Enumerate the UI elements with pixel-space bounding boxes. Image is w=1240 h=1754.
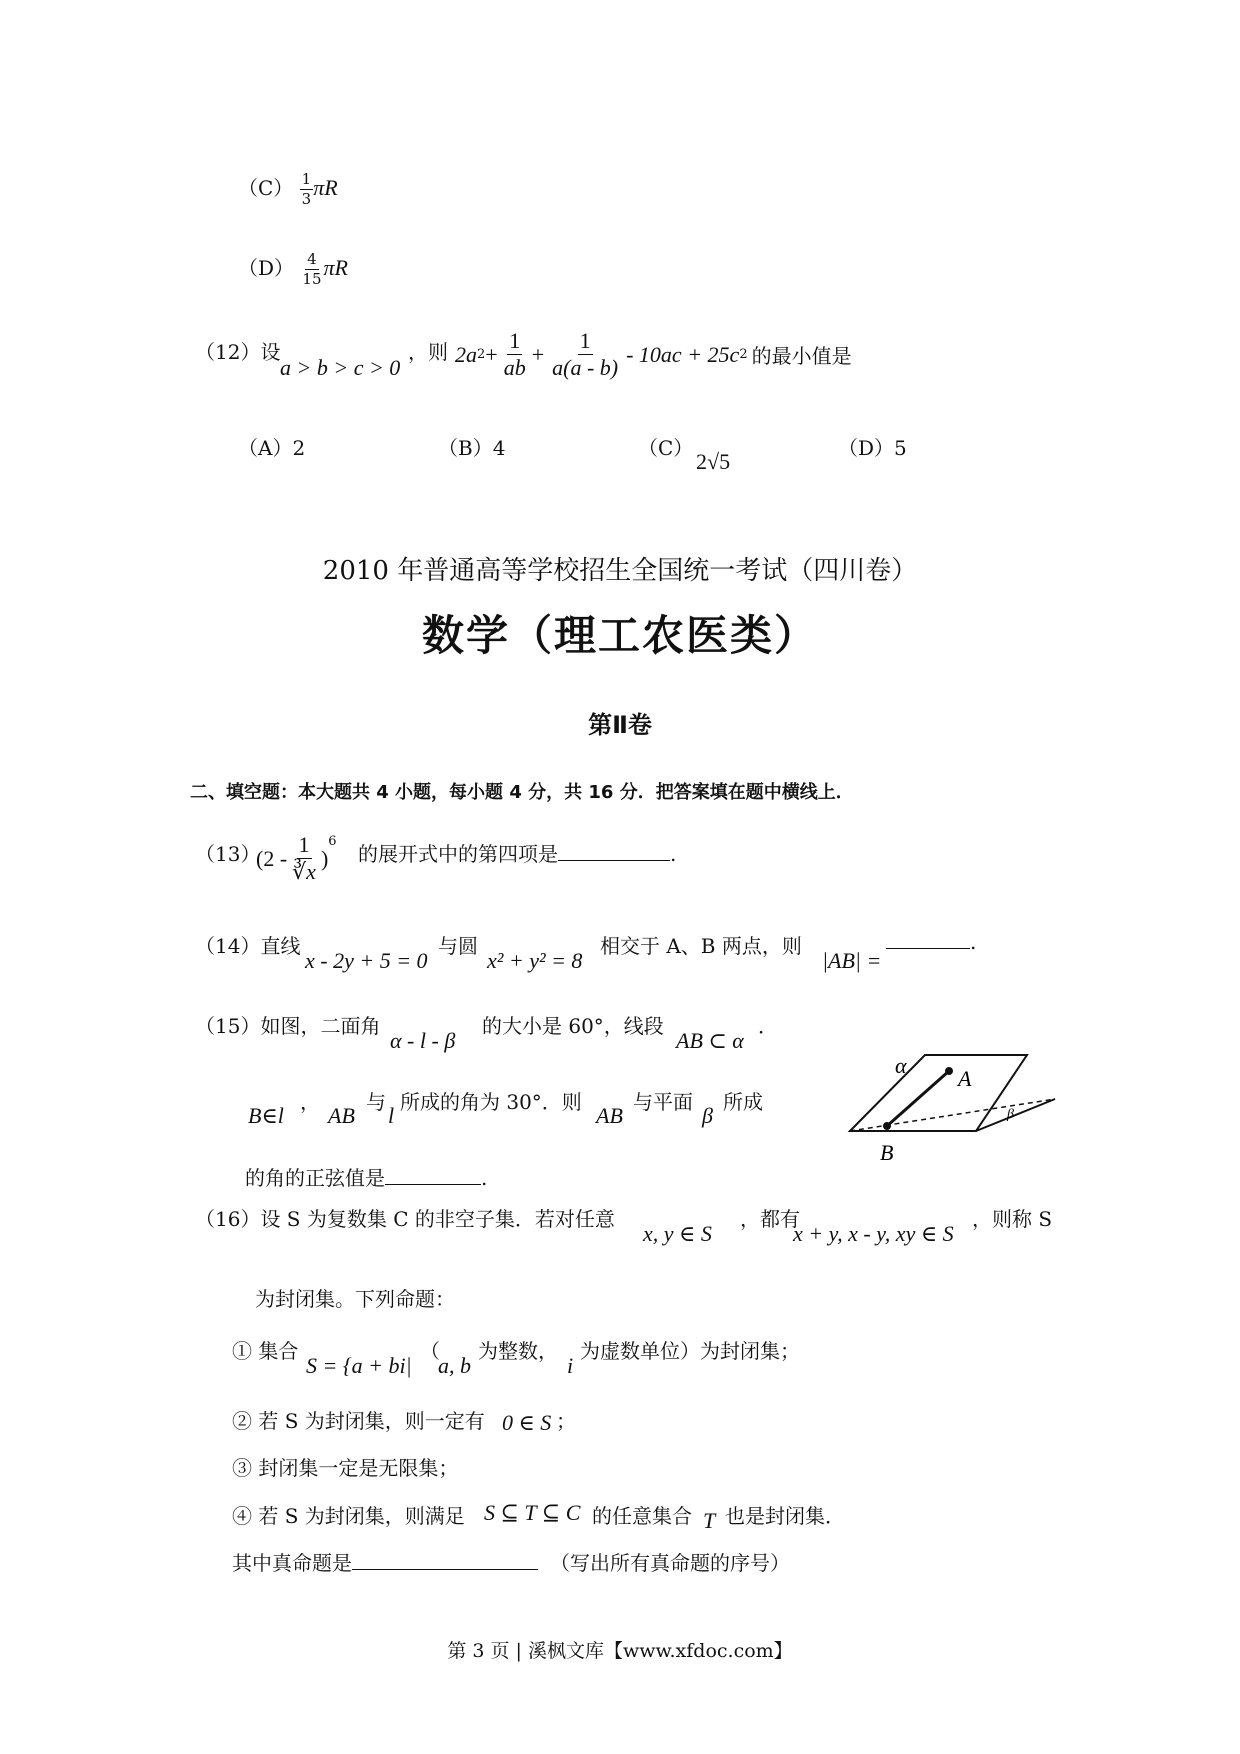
math-expression: πR (323, 255, 348, 280)
q16-item1-text2: 为虚数单位）为封闭集； (580, 1339, 800, 1363)
plane-beta-hidden-edge (850, 1099, 1055, 1131)
q15-with: 与 (366, 1090, 386, 1114)
q16-final (232, 1547, 790, 1576)
expr-close: ) (320, 845, 329, 871)
q12-option-a: （A）2 (238, 436, 306, 460)
answer-blank[interactable] (385, 1166, 481, 1185)
q15-line3 (245, 1162, 487, 1191)
exponent: 6 (328, 834, 337, 849)
denominator: 3 (301, 190, 312, 208)
question-15-number: （15）如图，二面角 (195, 1014, 381, 1038)
q14-answer (886, 930, 976, 954)
q15-text2: 所成的角为 30°．则 (400, 1090, 582, 1114)
question-number: （12）设 (195, 340, 281, 364)
q16-item4-end: 也是封闭集． (725, 1504, 845, 1528)
denominator: ab (503, 355, 526, 380)
q16-item3: ③ 封闭集一定是无限集； (232, 1456, 459, 1480)
fraction-2 (550, 330, 620, 379)
q13-expression (256, 834, 337, 883)
point-a (945, 1067, 953, 1075)
numerator: 1 (298, 832, 310, 857)
question-16-number: （16）设 S 为复数集 C 的非空子集．若对任意 (195, 1207, 615, 1231)
q16-item1-label: ① 集合 (232, 1339, 299, 1363)
fraction (300, 252, 323, 287)
q16-item1-paren: （ (420, 1339, 440, 1363)
question-text: 的角的正弦值是 (245, 1166, 385, 1190)
denominator: ∛x (292, 859, 316, 884)
expr-open: (2 - (256, 845, 288, 871)
q12-option-d: （D）5 (838, 436, 907, 460)
q16-item2-end: ； (556, 1409, 576, 1433)
answer-blank[interactable] (352, 1551, 538, 1570)
q16-item2-math: 0 ∈ S (502, 1410, 552, 1435)
plane-alpha (850, 1055, 1027, 1131)
dihedral-angle-figure (835, 1045, 1065, 1170)
numerator: 1 (579, 328, 591, 353)
q12-option-c-value: 2√5 (696, 449, 731, 474)
point-b (883, 1122, 891, 1130)
q15-ab: AB (328, 1103, 355, 1128)
period: . (481, 1166, 488, 1190)
option-label: （D） (238, 256, 295, 280)
q12-option-c: （C） (638, 436, 694, 460)
q16-ops: x + y, x - y, xy ∈ S (793, 1221, 954, 1246)
q15-b-in-l: B∈l (248, 1103, 284, 1128)
q16-item1-set: S = {a + bi| (306, 1353, 412, 1378)
label-beta: β (1007, 1107, 1014, 1122)
question-14-number: （14）直线 (195, 934, 301, 958)
fraction-1 (502, 330, 528, 379)
expr-part: 2a (455, 341, 477, 367)
numerator: 1 (509, 328, 521, 353)
option-label: （C） (238, 176, 294, 200)
q15-comma: ， (300, 1090, 320, 1114)
q16-item1-ab: a, b (438, 1353, 471, 1378)
q11-option-c (238, 172, 338, 207)
question-hint: （写出所有真命题的序号） (550, 1551, 790, 1575)
math-expression: πR (313, 175, 338, 200)
q14-circle-eq: x² + y² = 8 (487, 948, 583, 973)
q15-angle: α - l - β (390, 1028, 456, 1053)
question-13-number: （13） (195, 842, 261, 866)
q15-beta: β (702, 1103, 713, 1128)
q16-item4-t: T (703, 1508, 716, 1533)
label-a: A (958, 1066, 972, 1091)
q14-text: 相交于 A、B 两点，则 (600, 934, 802, 958)
exam-title: 2010 年普通高等学校招生全国统一考试（四川卷） (322, 556, 918, 586)
q16-item4-text: 的任意集合 (592, 1504, 692, 1528)
question-suffix: 的最小值是 (751, 344, 852, 368)
q12-comma: ，则 (408, 340, 448, 364)
plus-sign: + (485, 341, 498, 367)
q12-condition: a > b > c > 0 (280, 355, 401, 380)
label-b: B (880, 1140, 894, 1165)
fraction (290, 834, 318, 883)
q11-option-d (238, 252, 348, 287)
q16-item2: ② 若 S 为封闭集，则一定有 (232, 1409, 485, 1433)
answer-blank[interactable] (886, 930, 970, 949)
q16-item1-text: 为整数， (478, 1339, 558, 1363)
answer-blank[interactable] (558, 842, 670, 861)
subject-title: 数学（理工农医类） (421, 611, 818, 660)
q14-line-eq: x - 2y + 5 = 0 (305, 948, 428, 973)
q16-item4-math: S ⊆ T ⊆ C (484, 1500, 581, 1525)
q15-period: ． (758, 1014, 778, 1038)
q14-mid: 与圆 (438, 934, 478, 958)
numerator: 4 (307, 250, 317, 268)
fraction (300, 172, 314, 207)
q15-l: l (388, 1103, 395, 1128)
q16-text2: ，则称 S (972, 1207, 1053, 1231)
q15-text1: 的大小是 60°，线段 (482, 1014, 664, 1038)
question-12 (195, 336, 280, 365)
q15-with-plane: 与平面 (633, 1090, 693, 1114)
q16-text1: ，都有 (740, 1207, 800, 1231)
expr-part: - 10ac + 25c (626, 341, 740, 367)
period: . (670, 842, 677, 866)
q14-ab: |AB| = (822, 948, 882, 973)
q15-ab2: AB (596, 1103, 623, 1128)
question-text: 的展开式中的第四项是 (358, 842, 558, 866)
q15-text3: 所成 (723, 1090, 763, 1114)
plus-sign: + (531, 341, 545, 367)
period: . (970, 930, 977, 954)
page-footer: 第 3 页 | 溪枫文库【www.xfdoc.com】 (447, 1640, 793, 1662)
q15-subset: AB ⊂ α (676, 1028, 744, 1053)
q12-option-b: （B）4 (438, 436, 506, 460)
q12-expression: 2a 2 + $\frac{1}{ab}$ + $\frac{1}{a(a - b)}$ - 10ac + 25c 2 的最小值是 (455, 328, 852, 380)
label-alpha: α (895, 1053, 907, 1078)
numerator: 1 (301, 170, 312, 188)
q16-xy: x, y ∈ S (643, 1221, 712, 1246)
q16-item4: ④ 若 S 为封闭集，则满足 (232, 1504, 465, 1528)
denominator: 15 (302, 270, 322, 288)
volume-title: 第Ⅱ卷 (588, 711, 652, 739)
q13-text (358, 838, 676, 867)
question-text: 其中真命题是 (232, 1551, 352, 1575)
denominator: a(a - b) (552, 355, 619, 380)
section-instruction: 二、填空题：本大题共 4 小题，每小题 4 分，共 16 分．把答案填在题中横线上． (190, 782, 854, 803)
q16-item1-i: i (567, 1353, 574, 1378)
q16-text3: 为封闭集。下列命题： (255, 1287, 455, 1311)
